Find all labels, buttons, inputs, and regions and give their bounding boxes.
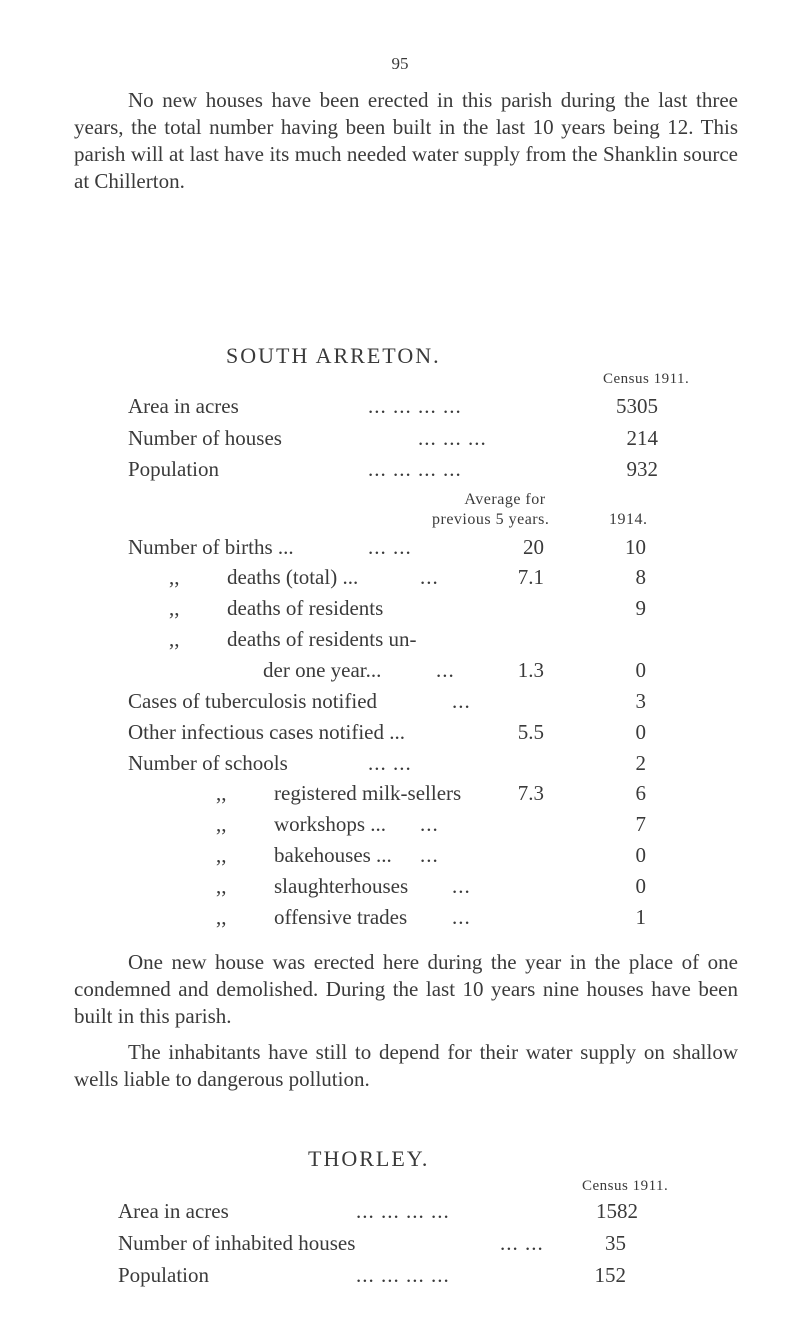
stats-avg: 7.1 xyxy=(517,565,544,589)
leader-dots: ... ... ... ... xyxy=(368,394,462,418)
leader-dots: ... xyxy=(452,874,471,898)
stats-label: registered milk-sellers xyxy=(274,781,462,805)
stats-label: der one year... xyxy=(263,658,382,682)
stats-avg: 5.5 xyxy=(517,720,544,744)
stats-year: 1 xyxy=(635,905,646,929)
census-value: 932 xyxy=(626,457,658,481)
census-value: 214 xyxy=(626,426,658,450)
stats-year: 0 xyxy=(635,658,646,682)
leader-dots: ... ... xyxy=(368,751,412,775)
stats-year: 0 xyxy=(635,874,646,898)
ditto-mark: ,, xyxy=(216,812,227,836)
stats-label: Number of schools xyxy=(128,751,288,775)
leader-dots: ... ... ... ... xyxy=(356,1263,450,1287)
ditto-mark: ,, xyxy=(169,596,180,620)
stats-avg: 20 xyxy=(523,535,544,559)
ditto-mark: ,, xyxy=(169,565,180,589)
stats-label: Other infectious cases notified ... xyxy=(128,720,405,744)
census-value: 152 xyxy=(594,1263,626,1287)
year-header: 1914. xyxy=(609,511,648,528)
ditto-mark: ,, xyxy=(216,874,227,898)
census-label: Number of inhabited houses xyxy=(118,1231,356,1255)
intro-paragraph: No new houses have been erected in this parish during the last three years, the total number having been built in the last 10 years being 12. This parish will at last have its much needed water supply from the Shanklin source at Chillerton. xyxy=(74,88,738,193)
stats-label: workshops ... xyxy=(274,812,387,836)
stats-year: 0 xyxy=(635,843,646,867)
stats-label: deaths of residents un- xyxy=(227,627,417,651)
census-value: 5305 xyxy=(616,394,658,418)
leader-dots: ... ... ... ... xyxy=(356,1199,450,1223)
leader-dots: ... ... ... xyxy=(418,426,487,450)
stats-label: slaughterhouses xyxy=(274,874,409,898)
ditto-mark: ,, xyxy=(216,843,227,867)
leader-dots: ... xyxy=(436,658,455,682)
census-label: Population xyxy=(128,457,220,481)
avg-header-line1: Average for xyxy=(464,491,546,508)
stats-label: Cases of tuberculosis notified xyxy=(128,689,378,713)
stats-label: deaths of residents xyxy=(227,596,384,620)
section-heading: THORLEY. xyxy=(308,1146,430,1171)
census-label: Population xyxy=(118,1263,210,1287)
census-value: 1582 xyxy=(596,1199,638,1223)
stats-year: 6 xyxy=(635,781,646,805)
census-label: Area in acres xyxy=(118,1199,229,1223)
stats-year: 3 xyxy=(635,689,646,713)
stats-year: 9 xyxy=(635,596,646,620)
stats-label: offensive trades xyxy=(274,905,408,929)
leader-dots: ... ... xyxy=(500,1231,544,1255)
section-heading: SOUTH ARRETON. xyxy=(226,343,441,368)
ditto-mark: ,, xyxy=(169,627,180,651)
leader-dots: ... xyxy=(420,812,439,836)
stats-year: 7 xyxy=(635,812,646,836)
census-header: Census 1911. xyxy=(603,371,690,387)
leader-dots: ... xyxy=(420,565,439,589)
stats-year: 8 xyxy=(635,565,646,589)
avg-header-line2: previous 5 years. xyxy=(432,511,550,528)
census-header: Census 1911. xyxy=(582,1178,669,1194)
ditto-mark: ,, xyxy=(216,905,227,929)
stats-year: 0 xyxy=(635,720,646,744)
leader-dots: ... ... ... ... xyxy=(368,457,462,481)
leader-dots: ... xyxy=(420,843,439,867)
leader-dots: ... ... xyxy=(368,535,412,559)
stats-year: 10 xyxy=(625,535,646,559)
stats-avg: 1.3 xyxy=(517,658,544,682)
census-label: Area in acres xyxy=(128,394,239,418)
stats-label: Number of births ... xyxy=(128,535,294,559)
page-number: 95 xyxy=(391,54,409,73)
stats-label: deaths (total) ... xyxy=(227,565,359,589)
leader-dots: ... xyxy=(452,689,471,713)
ditto-mark: ,, xyxy=(216,781,227,805)
leader-dots: ... xyxy=(452,905,471,929)
south-arreton-paragraph-1: One new house was erected here during the year in the place of one condemned and demolished. During the last 10 years nine houses have been built in this parish. xyxy=(74,950,738,1028)
south-arreton-paragraph-2: The inhabitants have still to depend for their water supply on shallow wells liable to dangerous pollution. xyxy=(74,1040,738,1091)
stats-label: bakehouses ... xyxy=(274,843,392,867)
census-label: Number of houses xyxy=(128,426,282,450)
census-value: 35 xyxy=(605,1231,626,1255)
stats-avg: 7.3 xyxy=(517,781,544,805)
stats-year: 2 xyxy=(635,751,646,775)
